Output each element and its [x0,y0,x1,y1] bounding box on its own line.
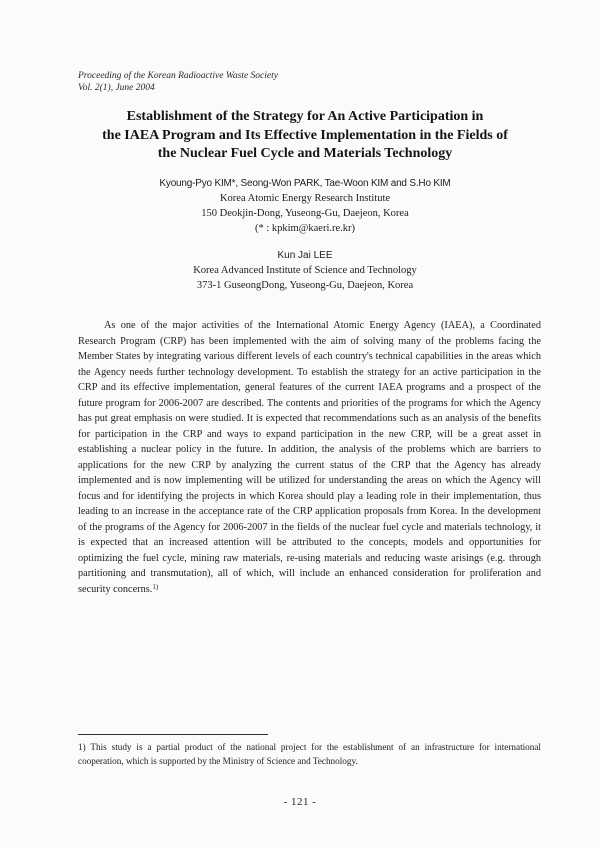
footnote-divider [78,734,268,735]
author-email: (* : kpkim@kaeri.re.kr) [254,223,356,234]
proceeding-title: Proceeding of the Korean Radioactive Waste Society [78,71,278,81]
page-number: - 121 - [283,796,317,808]
proceeding-volume: Vol. 2(1), June 2004 [78,83,155,93]
proceeding-header [78,70,278,94]
abstract [78,318,541,597]
author-block-kaeri [60,176,550,236]
abstract-paragraph [78,318,541,597]
paper-title [60,108,550,164]
abstract-text: As one of the major activities of the International Atomic Energy Agency (IAEA), a Coordinated Research Program (CRP) has been implemented with the aim of solving many of the problems facing the Member States by integrating various different levels of each country's technical capabilities in the areas which the Agency needs further technology development. To establish the strategy for an active participation in the CRP and its effective implementation, general features of the current IAEA programs and a prospect of the future program for 2006-2007 are described. The contents and priorities of the programs for which the Agency has put great emphasis on were studied. It is expected that recommendations such as an analysis of the benefits for participation in the CRP and ways to expand participation in the new CRP, will be a great asset in establishing a nuclear policy in the future. In addition, the analysis of the problems which are barriers to applications for the new CRP by analyzing the current status of the CRP that the Agency has already implemented and is now implementing will be utilized for understanding the areas on which the Agency will focus and for identifying the projects in which Korea should play a leading role in their implementation, thus leading to an increase in the acceptance rate of the CRP application proposals from Korea. In the development of the programs of the Agency for 2006-2007 in the fields of the nuclear fuel cycle and materials technology, it is expected that an increased attention will be attributed to the concepts, models and opportunities for optimizing the fuel cycle, mining raw materials, re-using materials and reducing waste arisings (e.g. through partitioning and transmutation), all of which, will include an enhanced consideration for proliferation and security concerns. [78,320,541,595]
author-names: Kun Jai LEE [277,250,333,261]
title-line-3: the Nuclear Fuel Cycle and Materials Technology [157,146,453,161]
author-block-kaist [60,248,550,293]
title-line-2: the IAEA Program and Its Effective Implementation in the Fields of [102,127,508,143]
author-names: Kyoung-Pyo KIM*, Seong-Won PARK, Tae-Woon KIM and S.Ho KIM [159,178,451,189]
title-line-1: Establishment of the Strategy for An Active Participation in [126,109,484,124]
author-address: 150 Deokjin-Dong, Yuseong-Gu, Daejeon, Korea [201,208,409,219]
author-address: 373-1 GuseongDong, Yuseong-Gu, Daejeon, Korea [196,280,414,291]
author-institute: Korea Atomic Energy Research Institute [219,193,391,204]
footnote-reference: 1) [152,582,159,591]
author-institute: Korea Advanced Institute of Science and Technology [193,265,417,276]
footnote: 1) This study is a partial product of the national project for the establishment of an infrastructure for international cooperation, which is supported by the Ministry of Science and Technology. [78,742,541,766]
